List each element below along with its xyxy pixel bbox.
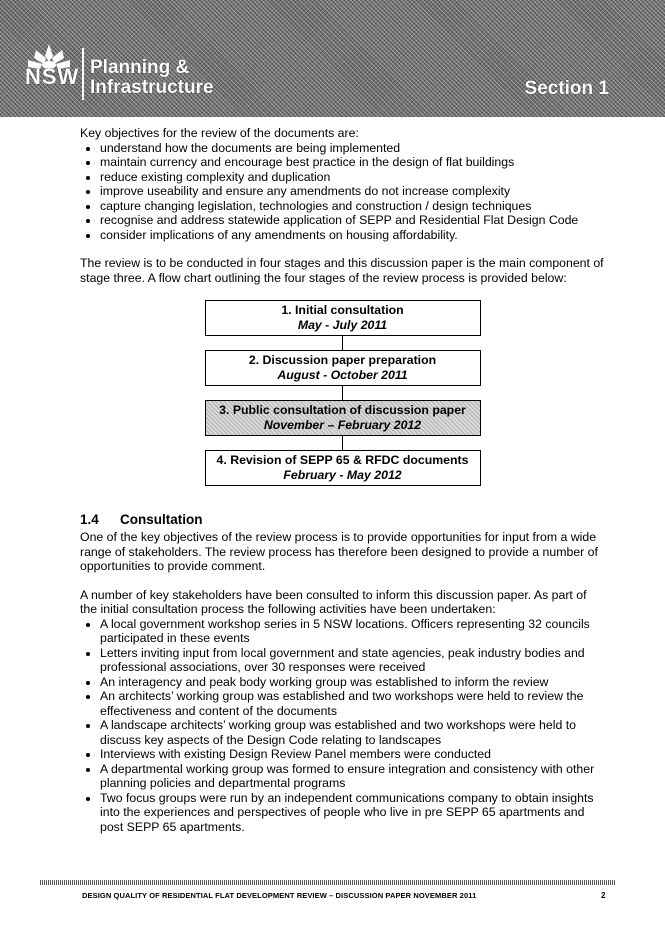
- section-heading: [80, 512, 605, 528]
- list-item: • Letters inviting input from local government and state agencies, peak industry bodies and professional associations, over 30 responses were received: [100, 646, 605, 675]
- list-item: • A landscape architects’ working group was established and two workshops were held to discuss key aspects of the Design Code relating to landscapes: [100, 718, 605, 747]
- flow-step-title: 2. Discussion paper preparation: [248, 353, 437, 367]
- footer-divider: [40, 880, 615, 885]
- list-item: • Two focus groups were run by an independent communications company to obtain insights into the experiences and perspectives of people who live in pre SEPP 65 apartments and post SEPP 65 apartments.: [100, 791, 605, 835]
- flow-step-2: [205, 350, 481, 386]
- objectives-lead: Key objectives for the review of the documents are:: [80, 126, 359, 140]
- list-item: • maintain currency and encourage best practice in the design of flat buildings: [100, 155, 605, 170]
- list-item: • reduce existing complexity and duplication: [100, 170, 605, 185]
- review-paragraph: The review is to be conducted in four stages and this discussion paper is the main component of stage three. A flow chart outlining the four stages of the review process is provided below:: [80, 256, 604, 285]
- review-flow-chart: [205, 300, 481, 486]
- flow-step-3: [205, 400, 481, 436]
- flow-step-dates: August - October 2011: [277, 368, 408, 382]
- list-item: • capture changing legislation, technologies and construction / design techniques: [100, 199, 605, 214]
- footer-title: DESIGN QUALITY OF RESIDENTIAL FLAT DEVELOPMENT REVIEW – DISCUSSION PAPER NOVEMBER 2011: [82, 891, 477, 900]
- flow-step-4: [205, 450, 481, 486]
- list-item: • A local government workshop series in 5 NSW locations. Officers representing 32 councils participated in these events: [100, 617, 605, 646]
- nsw-logo-text: NSW: [25, 64, 80, 89]
- section-label: Section 1: [524, 78, 609, 99]
- page-number: 2: [601, 891, 606, 900]
- flow-step-title: 1. Initial consultation: [281, 303, 404, 317]
- list-item: • understand how the documents are being implemented: [100, 141, 605, 156]
- list-item: • An architects’ working group was established and two workshops were held to review the effectiveness and content of the documents: [100, 689, 605, 718]
- flow-step-dates: May - July 2011: [297, 318, 388, 332]
- consultation-paragraph-1: One of the key objectives of the review process is to provide opportunities for input from a wide range of stakeholders. The review process has therefore been designed to provide a number of opportunities to provide comment.: [80, 530, 598, 573]
- section-title: Consultation: [120, 512, 203, 527]
- activities-list: [80, 617, 605, 835]
- flow-connector: [342, 436, 344, 450]
- flow-step-title: 3. Public consultation of discussion paper: [219, 403, 466, 417]
- flow-step-title: 4. Revision of SEPP 65 & RFDC documents: [216, 453, 469, 467]
- department-name: Planning & Infrastructure: [90, 57, 214, 98]
- page-content: [80, 126, 605, 834]
- flow-step-dates: November – February 2012: [263, 418, 422, 432]
- flow-connector: [342, 336, 344, 350]
- list-item: • recognise and address statewide application of SEPP and Residential Flat Design Code: [100, 213, 605, 228]
- flow-step-dates: February - May 2012: [283, 468, 402, 482]
- list-item: • Interviews with existing Design Review Panel members were conducted: [100, 747, 605, 762]
- list-item: • An interagency and peak body working group was established to inform the review: [100, 675, 605, 690]
- list-item: • A departmental working group was formed to ensure integration and consistency with other planning policies and departmental programs: [100, 762, 605, 791]
- list-item: • improve useability and ensure any amendments do not increase complexity: [100, 184, 605, 199]
- flow-connector: [342, 386, 344, 400]
- page-header: [0, 0, 665, 117]
- objectives-list: [80, 141, 605, 243]
- flow-step-1: [205, 300, 481, 336]
- section-number: 1.4: [80, 512, 99, 527]
- list-item: • consider implications of any amendments on housing affordability.: [100, 228, 605, 243]
- consultation-paragraph-2: A number of key stakeholders have been consulted to inform this discussion paper. As part of the initial consultation process the following activities have been undertaken:: [80, 587, 587, 616]
- logo-divider: [82, 48, 84, 100]
